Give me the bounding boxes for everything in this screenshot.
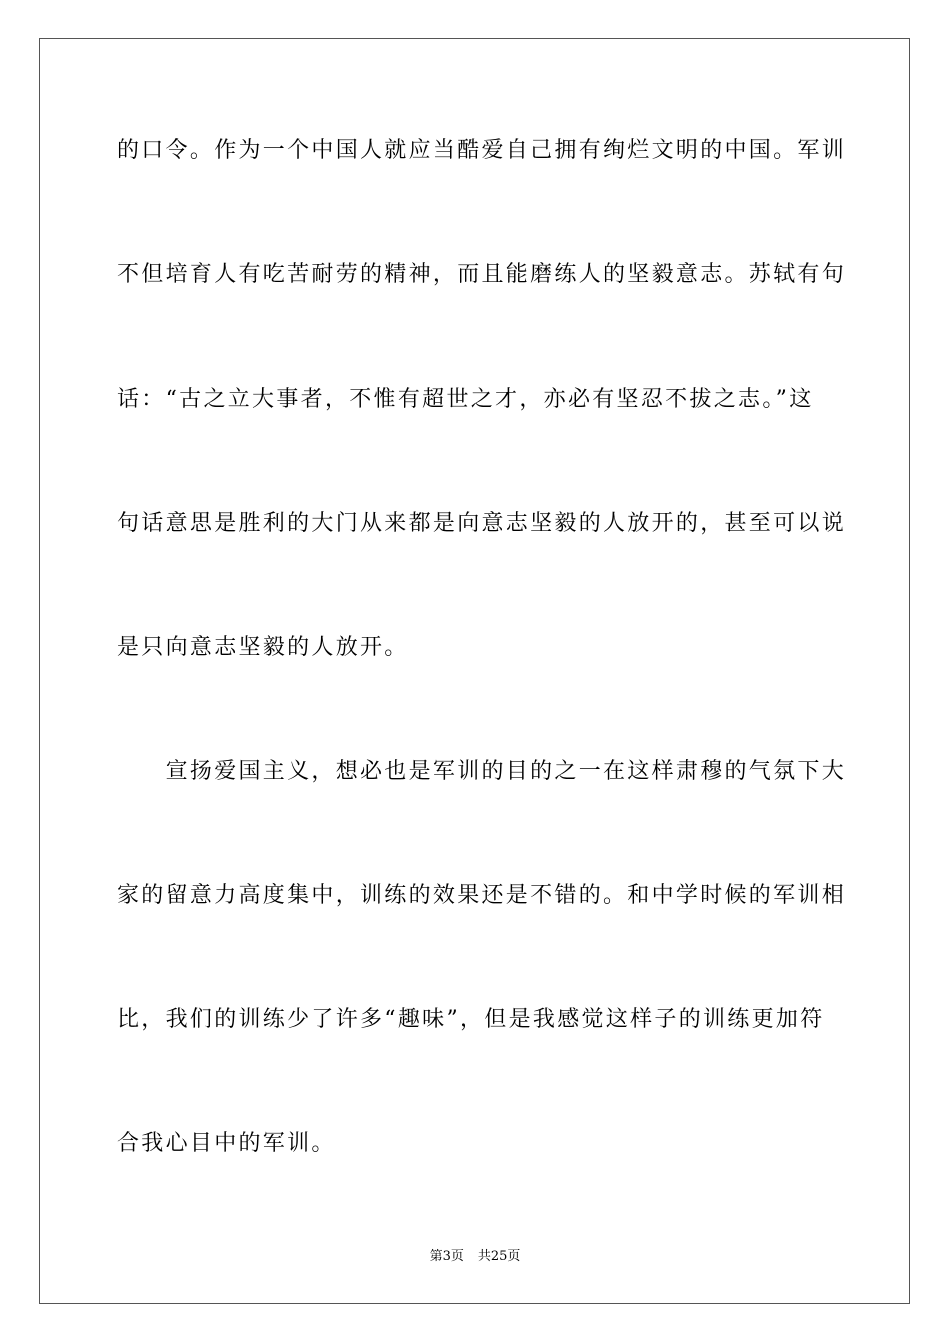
page-total: 共25页 <box>477 1249 521 1264</box>
text-line: 比，我们的训练少了许多“趣味”，但是我感觉这样子的训练更加符 <box>117 1007 825 1032</box>
text-line: 家的留意力高度集中，训练的效果还是不错的。和中学时候的军训相 <box>117 883 847 908</box>
text-line: 句话意思是胜利的大门从来都是向意志坚毅的人放开的，甚至可以说 <box>117 511 847 536</box>
page-number: 第3页 <box>429 1249 464 1264</box>
text-line: 是只向意志坚毅的人放开。 <box>117 635 409 660</box>
text-line: 合我心目中的军训。 <box>117 1131 336 1156</box>
text-line: 话：“古之立大事者，不惟有超世之才，亦必有坚忍不拔之志。”这 <box>117 387 814 412</box>
text-line: 的口令。作为一个中国人就应当酷爱自己拥有绚烂文明的中国。军训 <box>117 138 847 163</box>
text-line: 不但培育人有吃苦耐劳的精神，而且能磨练人的坚毅意志。苏轼有句 <box>117 262 847 287</box>
page-border <box>39 38 910 1304</box>
paragraph-first-line: 宣扬爱国主义，想必也是军训的目的之一在这样肃穆的气氛下大 <box>117 759 847 784</box>
page-footer <box>0 1248 950 1266</box>
